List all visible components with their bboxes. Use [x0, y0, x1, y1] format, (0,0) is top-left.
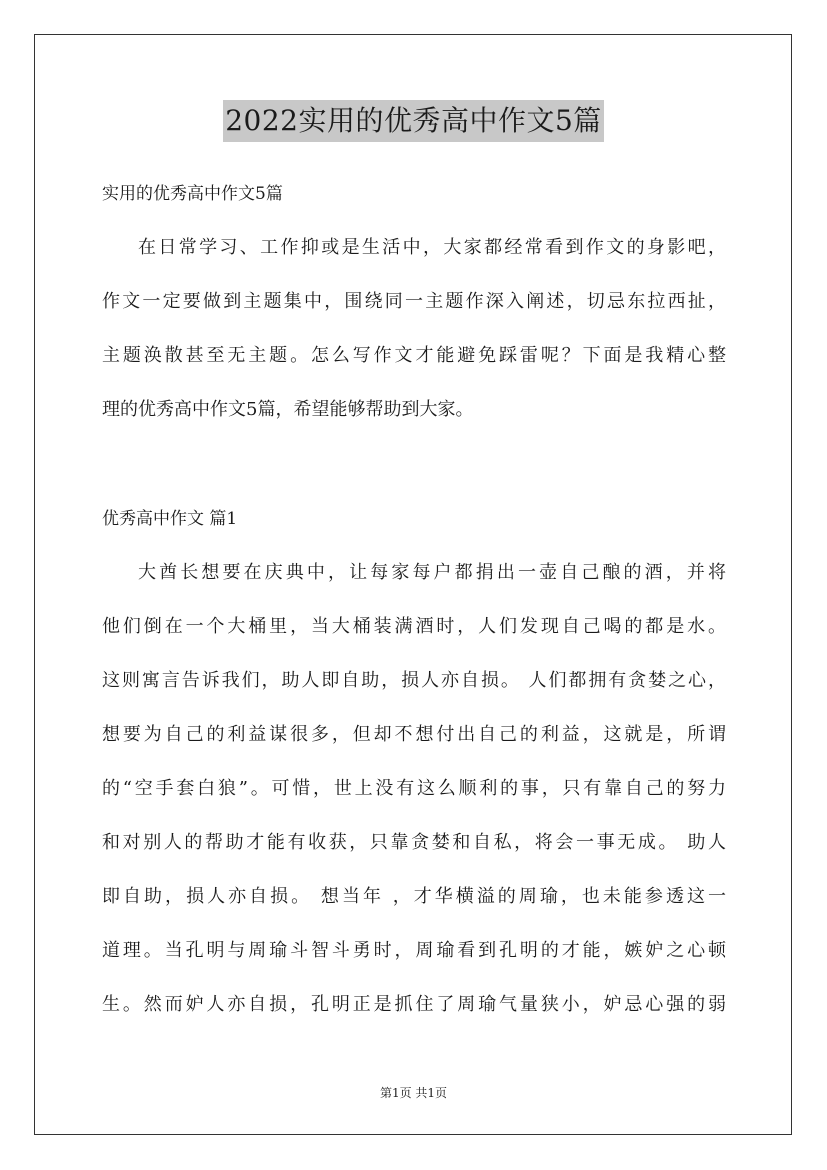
essay-line: 生。然而妒人亦自损，孔明正是抓住了周瑜气量狭小，妒忌心强的弱 — [102, 994, 726, 1015]
page-footer: 第1页 共1页 — [379, 1086, 448, 1100]
section-heading: 优秀高中作文 篇1 — [102, 509, 238, 529]
essay-line: 道理。当孔明与周瑜斗智斗勇时，周瑜看到孔明的才能，嫉妒之心顿 — [102, 940, 726, 961]
essay-line: 和对别人的帮助才能有收获，只靠贪婪和自私，将会一事无成。 助人 — [102, 832, 726, 853]
document-subtitle: 实用的优秀高中作文5篇 — [102, 184, 283, 204]
title-container — [0, 100, 827, 142]
document-title: 2022实用的优秀高中作文5篇 — [223, 100, 604, 142]
essay-line: 即自助，损人亦自损。 想当年 ，才华横溢的周瑜，也未能参透这一 — [102, 886, 726, 907]
essay-line: 想要为自己的利益谋很多，但却不想付出自己的利益，这就是，所谓 — [102, 724, 726, 745]
essay-line: 大酋长想要在庆典中，让每家每户都捐出一壶自己酿的酒，并将 — [138, 562, 726, 583]
essay-line: 他们倒在一个大桶里，当大桶装满酒时，人们发现自己喝的都是水。 — [102, 616, 726, 637]
essay-line: 这则寓言告诉我们，助人即自助，损人亦自损。 人们都拥有贪婪之心， — [102, 670, 726, 691]
essay-line: 的“空手套白狼”。可惜，世上没有这么顺利的事，只有靠自己的努力 — [102, 778, 726, 799]
intro-paragraph — [102, 221, 726, 437]
intro-line: 主题涣散甚至无主题。怎么写作文才能避免踩雷呢？下面是我精心整 — [102, 345, 726, 366]
intro-line: 作文一定要做到主题集中，围绕同一主题作深入阐述，切忌东拉西扯， — [102, 291, 726, 312]
essay-paragraph — [102, 546, 726, 1032]
intro-line: 理的优秀高中作文5篇，希望能够帮助到大家。 — [102, 399, 474, 420]
intro-line: 在日常学习、工作抑或是生活中，大家都经常看到作文的身影吧， — [138, 237, 726, 258]
